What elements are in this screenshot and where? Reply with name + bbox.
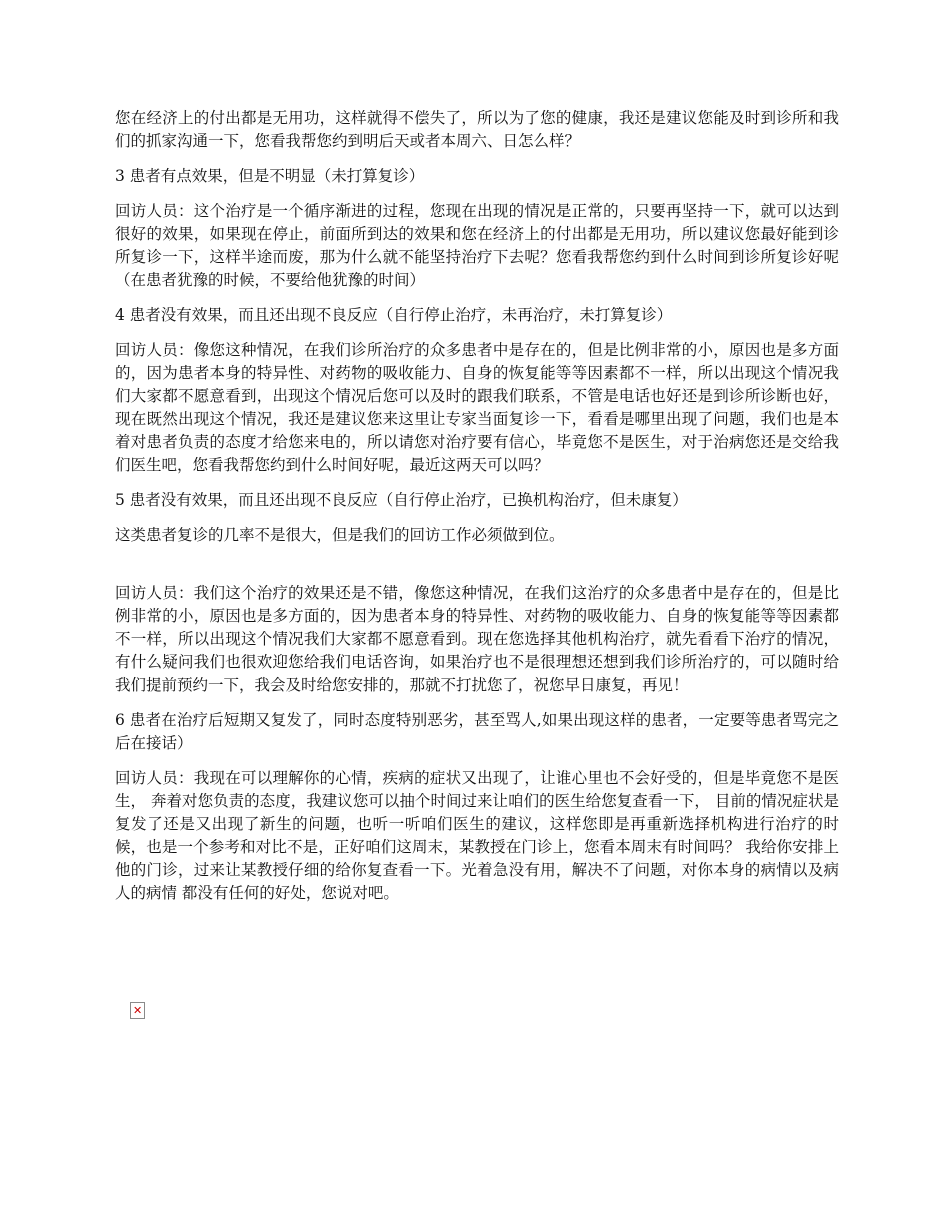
broken-image-x-icon: ✕ xyxy=(133,1004,143,1017)
heading-case-6: 6 患者在治疗后短期又复发了，同时态度特别恶劣，甚至骂人,如果出现这样的患者，一定要等患者骂完之后在接话） xyxy=(115,711,839,752)
paragraph-case-6-response: 回访人员：我现在可以理解你的心情，疾病的症状又出现了，让谁心里也不会好受的，但是毕竟您不是医生， 奔着对您负责的态度，我建议您可以抽个时间过来让咱们的医生给您复查看一下， 目前的情况症状是复发了还是又出现了新生的问题，也听一听咱们医生的建议，这样您即是再重新选择机构进行治疗的时候，也是一个参考和对比不是，正好咱们这周末，某教授在门诊上，您看本周末有时间吗？ 我给你安排上他的门诊，过来让某教授仔细的给你复查看一下。光着急没有用，解决不了问题，对你本身的病情以及病人的病情 都没有任何的好处，您说对吧。 xyxy=(115,769,839,902)
paragraph-spacer xyxy=(115,559,839,582)
paragraph-case-4-response: 回访人员：像您这种情况，在我们诊所治疗的众多患者中是存在的，但是比例非常的小，原因也是多方面的，因为患者本身的特异性、对药物的吸收能力、自身的恢复能等等因素都不一样，所以出现这个情况我们大家都不愿意看到，出现这个情况后您可以及时的跟我们联系，不管是电话也好还是到诊所诊断也好，现在既然出现这个情况，我还是建议您来这里让专家当面复诊一下，看看是哪里出现了问题，我们也是本着对患者负责的态度才给您来电的，所以请您对治疗要有信心，毕竟您不是医生，对于治病您还是交给我们医生吧，您看我帮您约到什么时间好呢，最近这两天可以吗？ xyxy=(115,341,839,474)
heading-case-3: 3 患者有点效果，但是不明显（未打算复诊） xyxy=(115,167,425,185)
document-body xyxy=(115,107,839,917)
broken-image-icon xyxy=(130,1002,145,1019)
heading-case-5: 5 患者没有效果，而且还出现不良反应（自行停止治疗，已换机构治疗，但未康复） xyxy=(115,491,688,509)
paragraph-cost-continuation: 您在经济上的付出都是无用功，这样就得不偿失了，所以为了您的健康，我还是建议您能及时到诊所和我们的抓家沟通一下，您看我帮您约到明后天或者本周六、日怎么样？ xyxy=(115,109,839,150)
heading-case-4: 4 患者没有效果，而且还出现不良反应（自行停止治疗，未再治疗，未打算复诊） xyxy=(115,306,673,324)
paragraph-case-5-note: 这类患者复诊的几率不是很大，但是我们的回访工作必须做到位。 xyxy=(115,526,565,544)
paragraph-case-3-response: 回访人员：这个治疗是一个循序渐进的过程，您现在出现的情况是正常的，只要再坚持一下，就可以达到很好的效果，如果现在停止，前面所到达的效果和您在经济上的付出都是无用功，所以建议您最好能到诊所复诊一下，这样半途而废，那为什么就不能坚持治疗下去呢？您看我帮您约到什么时间到诊所复诊好呢（在患者犹豫的时候，不要给他犹豫的时间） xyxy=(115,202,839,289)
paragraph-case-5-response: 回访人员：我们这个治疗的效果还是不错，像您这种情况，在我们这治疗的众多患者中是存在的，但是比例非常的小，原因也是多方面的，因为患者本身的特异性、对药物的吸收能力、自身的恢复能等等因素都不一样，所以出现这个情况我们大家都不愿意看到。现在您选择其他机构治疗，就先看看下治疗的情况，有什么疑问我们也很欢迎您给我们电话咨询，如果治疗也不是很理想还想到我们诊所治疗的，可以随时给我们提前预约一下，我会及时给您安排的，那就不打扰您了，祝您早日康复，再见！ xyxy=(115,584,839,694)
